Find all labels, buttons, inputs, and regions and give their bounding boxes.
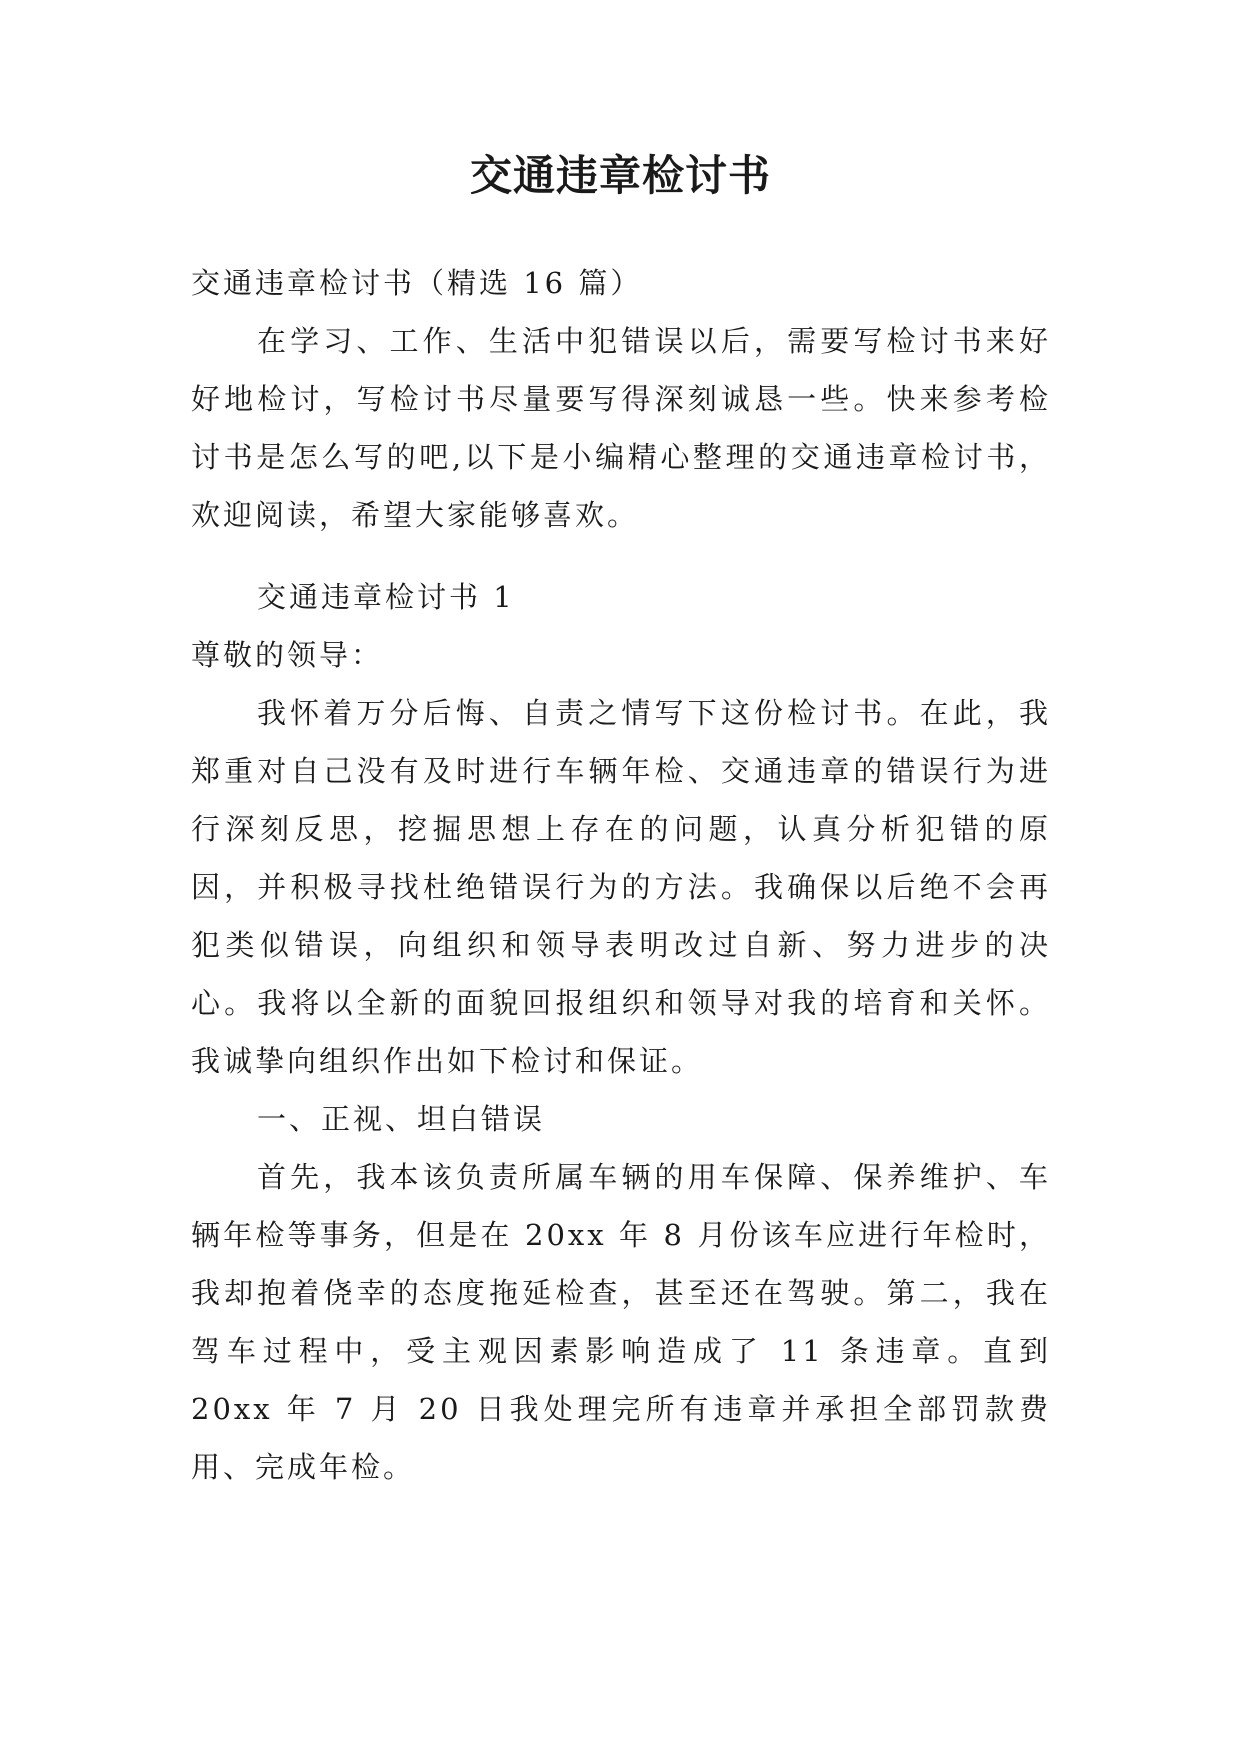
section-heading: 交通违章检讨书 1 xyxy=(257,580,515,614)
document-body-top xyxy=(191,254,1051,544)
document-subtitle: 交通违章检讨书（精选 16 篇） xyxy=(191,266,643,300)
salutation: 尊敬的领导： xyxy=(191,638,384,672)
document-body-main xyxy=(191,568,1051,1496)
body-paragraph-2: 首先，我本该负责所属车辆的用车保障、保养维护、车辆年检等事务，但是在 20xx 年 8 月份该车应进行年检时，我却抱着侥幸的态度拖延检查，甚至还在驾驶。第二，我在驾车过程中，受主观因素影响造成了 11 条违章。直到 20xx 年 7 月 20 日我处理完所有违章并承担全部罚款费用、完成年检。 xyxy=(191,1160,1051,1484)
point-heading: 一、正视、坦白错误 xyxy=(257,1102,546,1136)
document-title: 交通违章检讨书 xyxy=(469,151,771,200)
intro-paragraph: 在学习、工作、生活中犯错误以后，需要写检讨书来好好地检讨，写检讨书尽量要写得深刻诚恳一些。快来参考检讨书是怎么写的吧,以下是小编精心整理的交通违章检讨书，欢迎阅读，希望大家能够喜欢。 xyxy=(191,324,1051,532)
body-paragraph-1: 我怀着万分后悔、自责之情写下这份检讨书。在此，我郑重对自己没有及时进行车辆年检、交通违章的错误行为进行深刻反思，挖掘思想上存在的问题，认真分析犯错的原因，并积极寻找杜绝错误行为的方法。我确保以后绝不会再犯类似错误，向组织和领导表明改过自新、努力进步的决心。我将以全新的面貌回报组织和领导对我的培育和关怀。我诚挚向组织作出如下检讨和保证。 xyxy=(191,696,1051,1078)
